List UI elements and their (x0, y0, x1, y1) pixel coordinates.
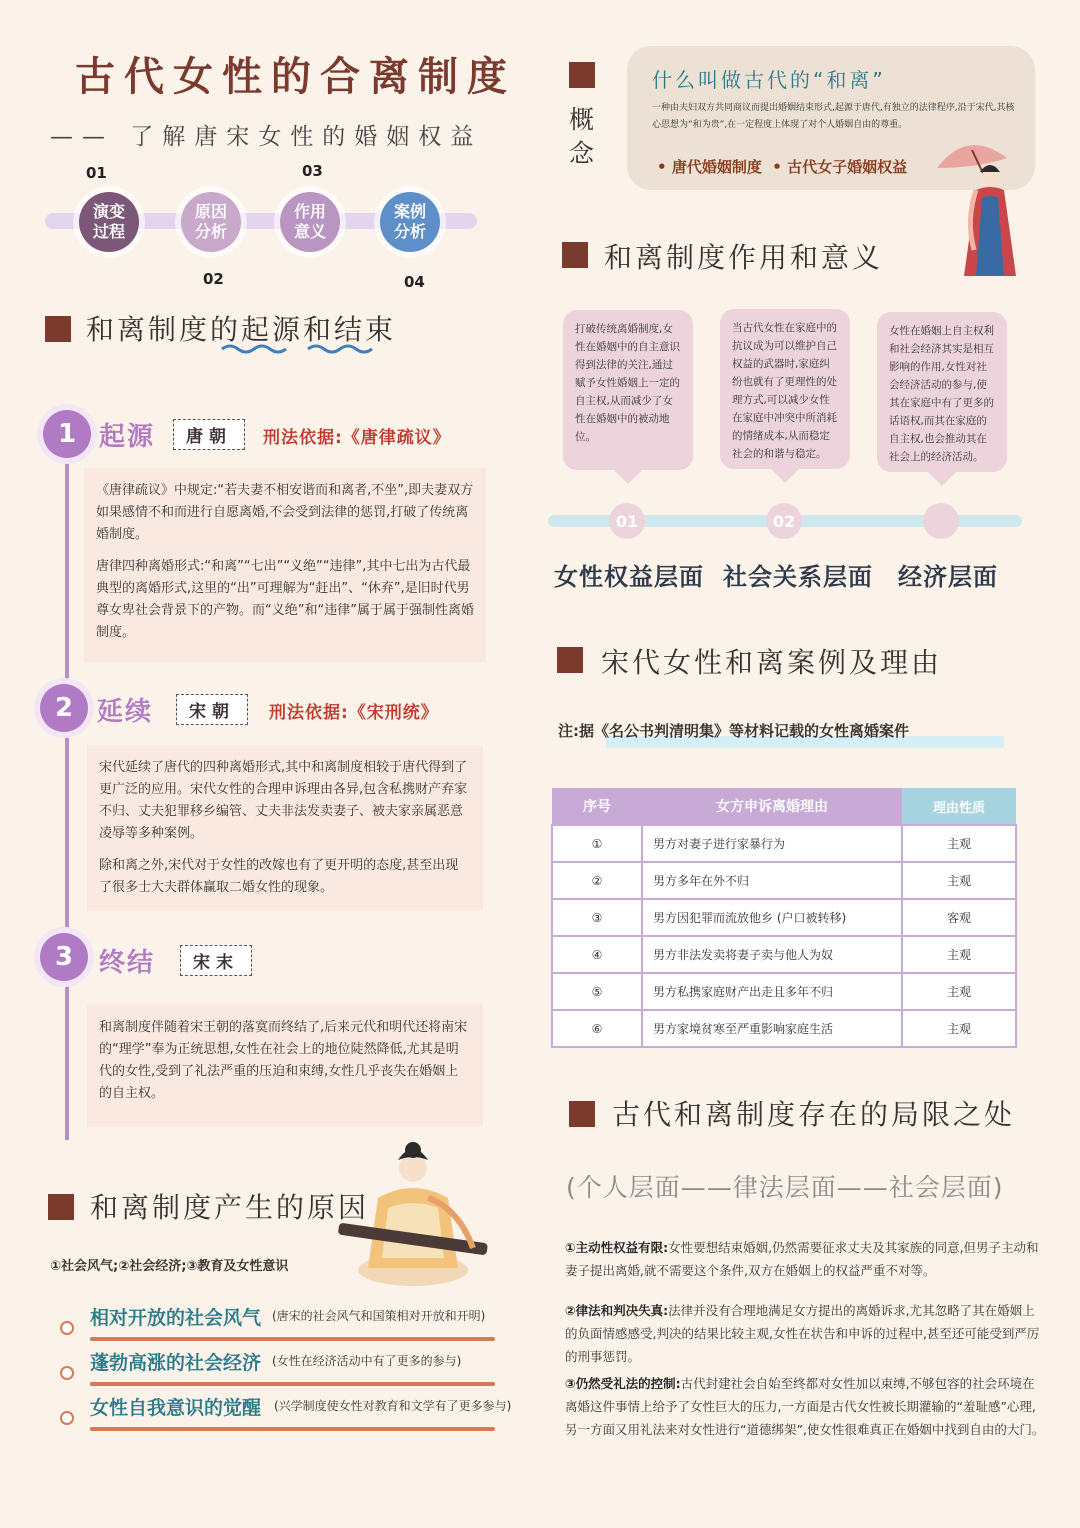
limit-head: ①主动性权益有限: (565, 1240, 669, 1255)
page-subtitle: —— 了解唐宋女性的婚姻权益 (50, 124, 483, 150)
table-header: 序号 (552, 788, 642, 825)
timeline-badge: 3 (40, 933, 88, 981)
lady-with-guqin-illustration (318, 1138, 498, 1288)
table-cell: 主观 (902, 936, 1016, 973)
section-marker (569, 1101, 595, 1127)
table-cell: 男方家境贫寒至严重影响家庭生活 (642, 1010, 902, 1047)
table-row (552, 825, 1016, 862)
cases-note: 注:据《名公书判清明集》等材料记载的女性离婚案件 (558, 722, 910, 740)
significance-dot (923, 503, 959, 539)
table-cell: 主观 (902, 1010, 1016, 1047)
origin-section-title: 和离制度的起源和结束 (86, 313, 397, 346)
step-label: 作用意义 (293, 202, 326, 241)
limits-levels: (个人层面——律法层面——社会层面) (566, 1173, 1004, 1202)
divider (90, 1427, 495, 1431)
law-basis: 刑法依据:《唐律疏议》 (263, 428, 451, 448)
step-significance[interactable] (280, 192, 340, 252)
table-header-row (552, 788, 1016, 825)
limit-text: 女性要想结束婚姻,仍然需要征求丈夫及其家族的同意,但男子主动和妻子提出离婚,就不需要这个条件,双方在婚姻上的权益严重不对等。 (565, 1240, 1039, 1278)
divider (90, 1382, 495, 1386)
step-number: 01 (86, 164, 107, 182)
significance-label: 经济层面 (898, 563, 998, 591)
stage-paragraph: 除和离之外,宋代对于女性的改嫁也有了更开明的态度,甚至出现了很多士大夫群体赢取二婚女性的现象。 (99, 858, 459, 895)
table-header: 女方申诉离婚理由 (642, 788, 902, 825)
timeline-badge: 2 (40, 684, 88, 732)
table-header: 理由性质 (902, 788, 1016, 825)
section-marker (557, 647, 583, 673)
stage-description (87, 745, 483, 911)
reasons-summary: ①社会风气;②社会经济;③教育及女性意识 (50, 1259, 289, 1274)
step-label: 原因分析 (194, 202, 227, 241)
table-cell: 男方多年在外不归 (642, 862, 902, 899)
wave-underline (220, 343, 380, 355)
section-marker (45, 316, 71, 342)
reason-note: (女性在经济活动中有了更多的参与) (272, 1354, 462, 1368)
table-cell: 男方因犯罪而流放他乡 (户口被转移) (642, 899, 902, 936)
step-number: 03 (302, 162, 323, 180)
significance-label: 社会关系层面 (723, 563, 873, 591)
concept-body: 一种由夫妇双方共同商议而提出婚姻结束形式,起源于唐代,有独立的法律程序,沿于宋代,其核心思想为“和为贵”,在一定程度上体现了对个人婚姻自由的尊重。 (652, 103, 1015, 130)
bullet-icon (60, 1366, 74, 1380)
table-cell: ① (552, 825, 642, 862)
table-cell: ④ (552, 936, 642, 973)
bullet-icon (60, 1321, 74, 1335)
divider (90, 1337, 495, 1341)
cases-section-title: 宋代女性和离案例及理由 (601, 646, 943, 679)
concept-tag: 唐代婚姻制度 (671, 158, 762, 176)
table-cell: 男方私携家庭财产出走且多年不归 (642, 973, 902, 1010)
limit-text: 法律并没有合理地满足女方提出的离婚诉求,尤其忽略了其在婚姻上的负面情感感受,判决的结果比较主观,女性在状告和申诉的过程中,甚至还可能受到严厉的刑事惩罚。 (565, 1303, 1040, 1364)
limit-text: 古代封建社会自始至终都对女性加以束缚,不够包容的社会环境在离婚这件事情上给予了女性巨大的压力,一方面是古代女性被长期灌输的“羞耻感”心理,另一方面又用礼法来对女性进行“道德绑架”,使女性很难真正在婚姻中找到自由的大门。 (565, 1376, 1045, 1437)
table-row (552, 973, 1016, 1010)
table-cell: 男方非法发卖将妻子卖与他人为奴 (642, 936, 902, 973)
section-marker (569, 62, 595, 88)
significance-label: 女性权益层面 (554, 563, 704, 591)
cases-table (551, 788, 1017, 1048)
stage-paragraph: 《唐律疏议》中规定:“若夫妻不相安谐而和离者,不坐”,即夫妻双方如果感情不和而进行自愿离婚,不会受到法律的惩罚,打破了传统离婚制度。 (96, 483, 474, 542)
significance-card: 女性在婚姻上自主权利和社会经济其实是相互影响的作用,女性对社会经济活动的参与,使其在家庭中有了更多的话语权,而其在家庭的自主权,也会推动其在社会上的经济活动。 (877, 312, 1007, 472)
era-tag: 宋朝 (176, 694, 248, 725)
page-title: 古代女性的合离制度 (75, 54, 516, 100)
significance-card: 打破传统离婚制度,女性在婚姻中的自主意识得到法律的关注,通过赋予女性婚姻上一定的自主权,从而减少了女性在婚姻中的被动地位。 (563, 310, 693, 470)
significance-dot: 01 (609, 503, 645, 539)
era-tag: 唐朝 (173, 419, 245, 450)
significance-card: 当古代女性在家庭中的抗议成为可以维护自己权益的武器时,家庭纠纷也就有了更理性的处理方式,可以减少女性在家庭中冲突中所消耗的情绪成本,从而稳定社会的和谐与稳定。 (720, 309, 850, 469)
stage-paragraph: 和离制度伴随着宋王朝的落寞而终结了,后来元代和明代还将南宋的“理学”奉为正统思想,女性在社会上的地位陡然降低,尤其是明代的女性,受到了礼法严重的压迫和束缚,女性几乎丧失在婚姻上的自主权。 (99, 1020, 468, 1101)
table-cell: ③ (552, 899, 642, 936)
table-cell: ② (552, 862, 642, 899)
reason-note: (兴学制度使女性对教育和文学有了更多参与) (274, 1399, 512, 1413)
bullet-icon (60, 1411, 74, 1425)
significance-section-title: 和离制度作用和意义 (604, 241, 884, 274)
step-label: 演变过程 (92, 202, 125, 241)
table-cell: 主观 (902, 973, 1016, 1010)
table-row (552, 862, 1016, 899)
reason-title: 蓬勃高涨的社会经济 (90, 1352, 262, 1374)
timeline-stage-name: 终结 (99, 948, 156, 978)
stage-description (84, 468, 486, 662)
table-cell: ⑤ (552, 973, 642, 1010)
stage-paragraph: 唐律四种离婚形式:“和离”“七出”“义绝”“违律”,其中七出为古代最典型的离婚形式,这里的“出”可理解为“赶出”、“休弃”,是旧时代男尊女卑社会背景下的产物。而“义绝”和“违律”属于属于强制性离婚制度。 (96, 559, 474, 640)
table-row (552, 936, 1016, 973)
step-number: 04 (404, 273, 425, 291)
concept-tags: • 唐代婚姻制度 • 古代女子婚姻权益 (657, 158, 908, 176)
concept-tag: 古代女子婚姻权益 (787, 158, 908, 176)
reasons-section-title: 和离制度产生的原因 (90, 1191, 370, 1224)
timeline-badge: 1 (43, 410, 91, 458)
table-cell: 主观 (902, 825, 1016, 862)
table-cell: 客观 (902, 899, 1016, 936)
section-marker (562, 242, 588, 268)
table-cell: 主观 (902, 862, 1016, 899)
step-reasons[interactable] (181, 192, 241, 252)
limit-item (565, 1372, 1045, 1441)
section-marker (48, 1194, 74, 1220)
era-tag: 宋末 (180, 945, 252, 976)
step-evolution[interactable] (79, 192, 139, 252)
limit-item (565, 1299, 1045, 1368)
concept-side-label: 概念 (569, 105, 595, 168)
step-label: 案例分析 (393, 202, 426, 241)
concept-heading: 什么叫做古代的“和离” (652, 68, 886, 92)
stage-paragraph: 宋代延续了唐代的四种离婚形式,其中和离制度相较于唐代得到了更广泛的应用。宋代女性的合理申诉理由各异,包含私携财产弃家不归、丈夫犯罪移乡编管、丈夫非法发卖妻子、被夫家亲属恶意凌辱等多种案例。 (99, 760, 468, 841)
timeline-line (65, 420, 69, 1140)
reason-title: 女性自我意识的觉醒 (90, 1397, 262, 1419)
law-basis: 刑法依据:《宋刑统》 (269, 703, 439, 723)
lady-with-parasol-illustration (932, 128, 1042, 278)
step-number: 02 (203, 270, 224, 288)
table-row (552, 1010, 1016, 1047)
reason-title: 相对开放的社会风气 (90, 1307, 262, 1329)
limit-item (565, 1236, 1045, 1282)
table-cell: 男方对妻子进行家暴行为 (642, 825, 902, 862)
step-cases[interactable] (380, 192, 440, 252)
limit-head: ③仍然受礼法的控制: (565, 1376, 681, 1391)
table-row (552, 899, 1016, 936)
reason-note: (唐宋的社会风气和国策相对开放和开明) (272, 1309, 486, 1323)
limit-head: ②律法和判决失真: (565, 1303, 669, 1318)
significance-dot: 02 (766, 503, 802, 539)
timeline-stage-name: 延续 (97, 697, 154, 727)
limits-section-title: 古代和离制度存在的局限之处 (612, 1098, 1016, 1131)
timeline-stage-name: 起源 (99, 422, 156, 452)
table-cell: ⑥ (552, 1010, 642, 1047)
stage-description (87, 1003, 483, 1127)
